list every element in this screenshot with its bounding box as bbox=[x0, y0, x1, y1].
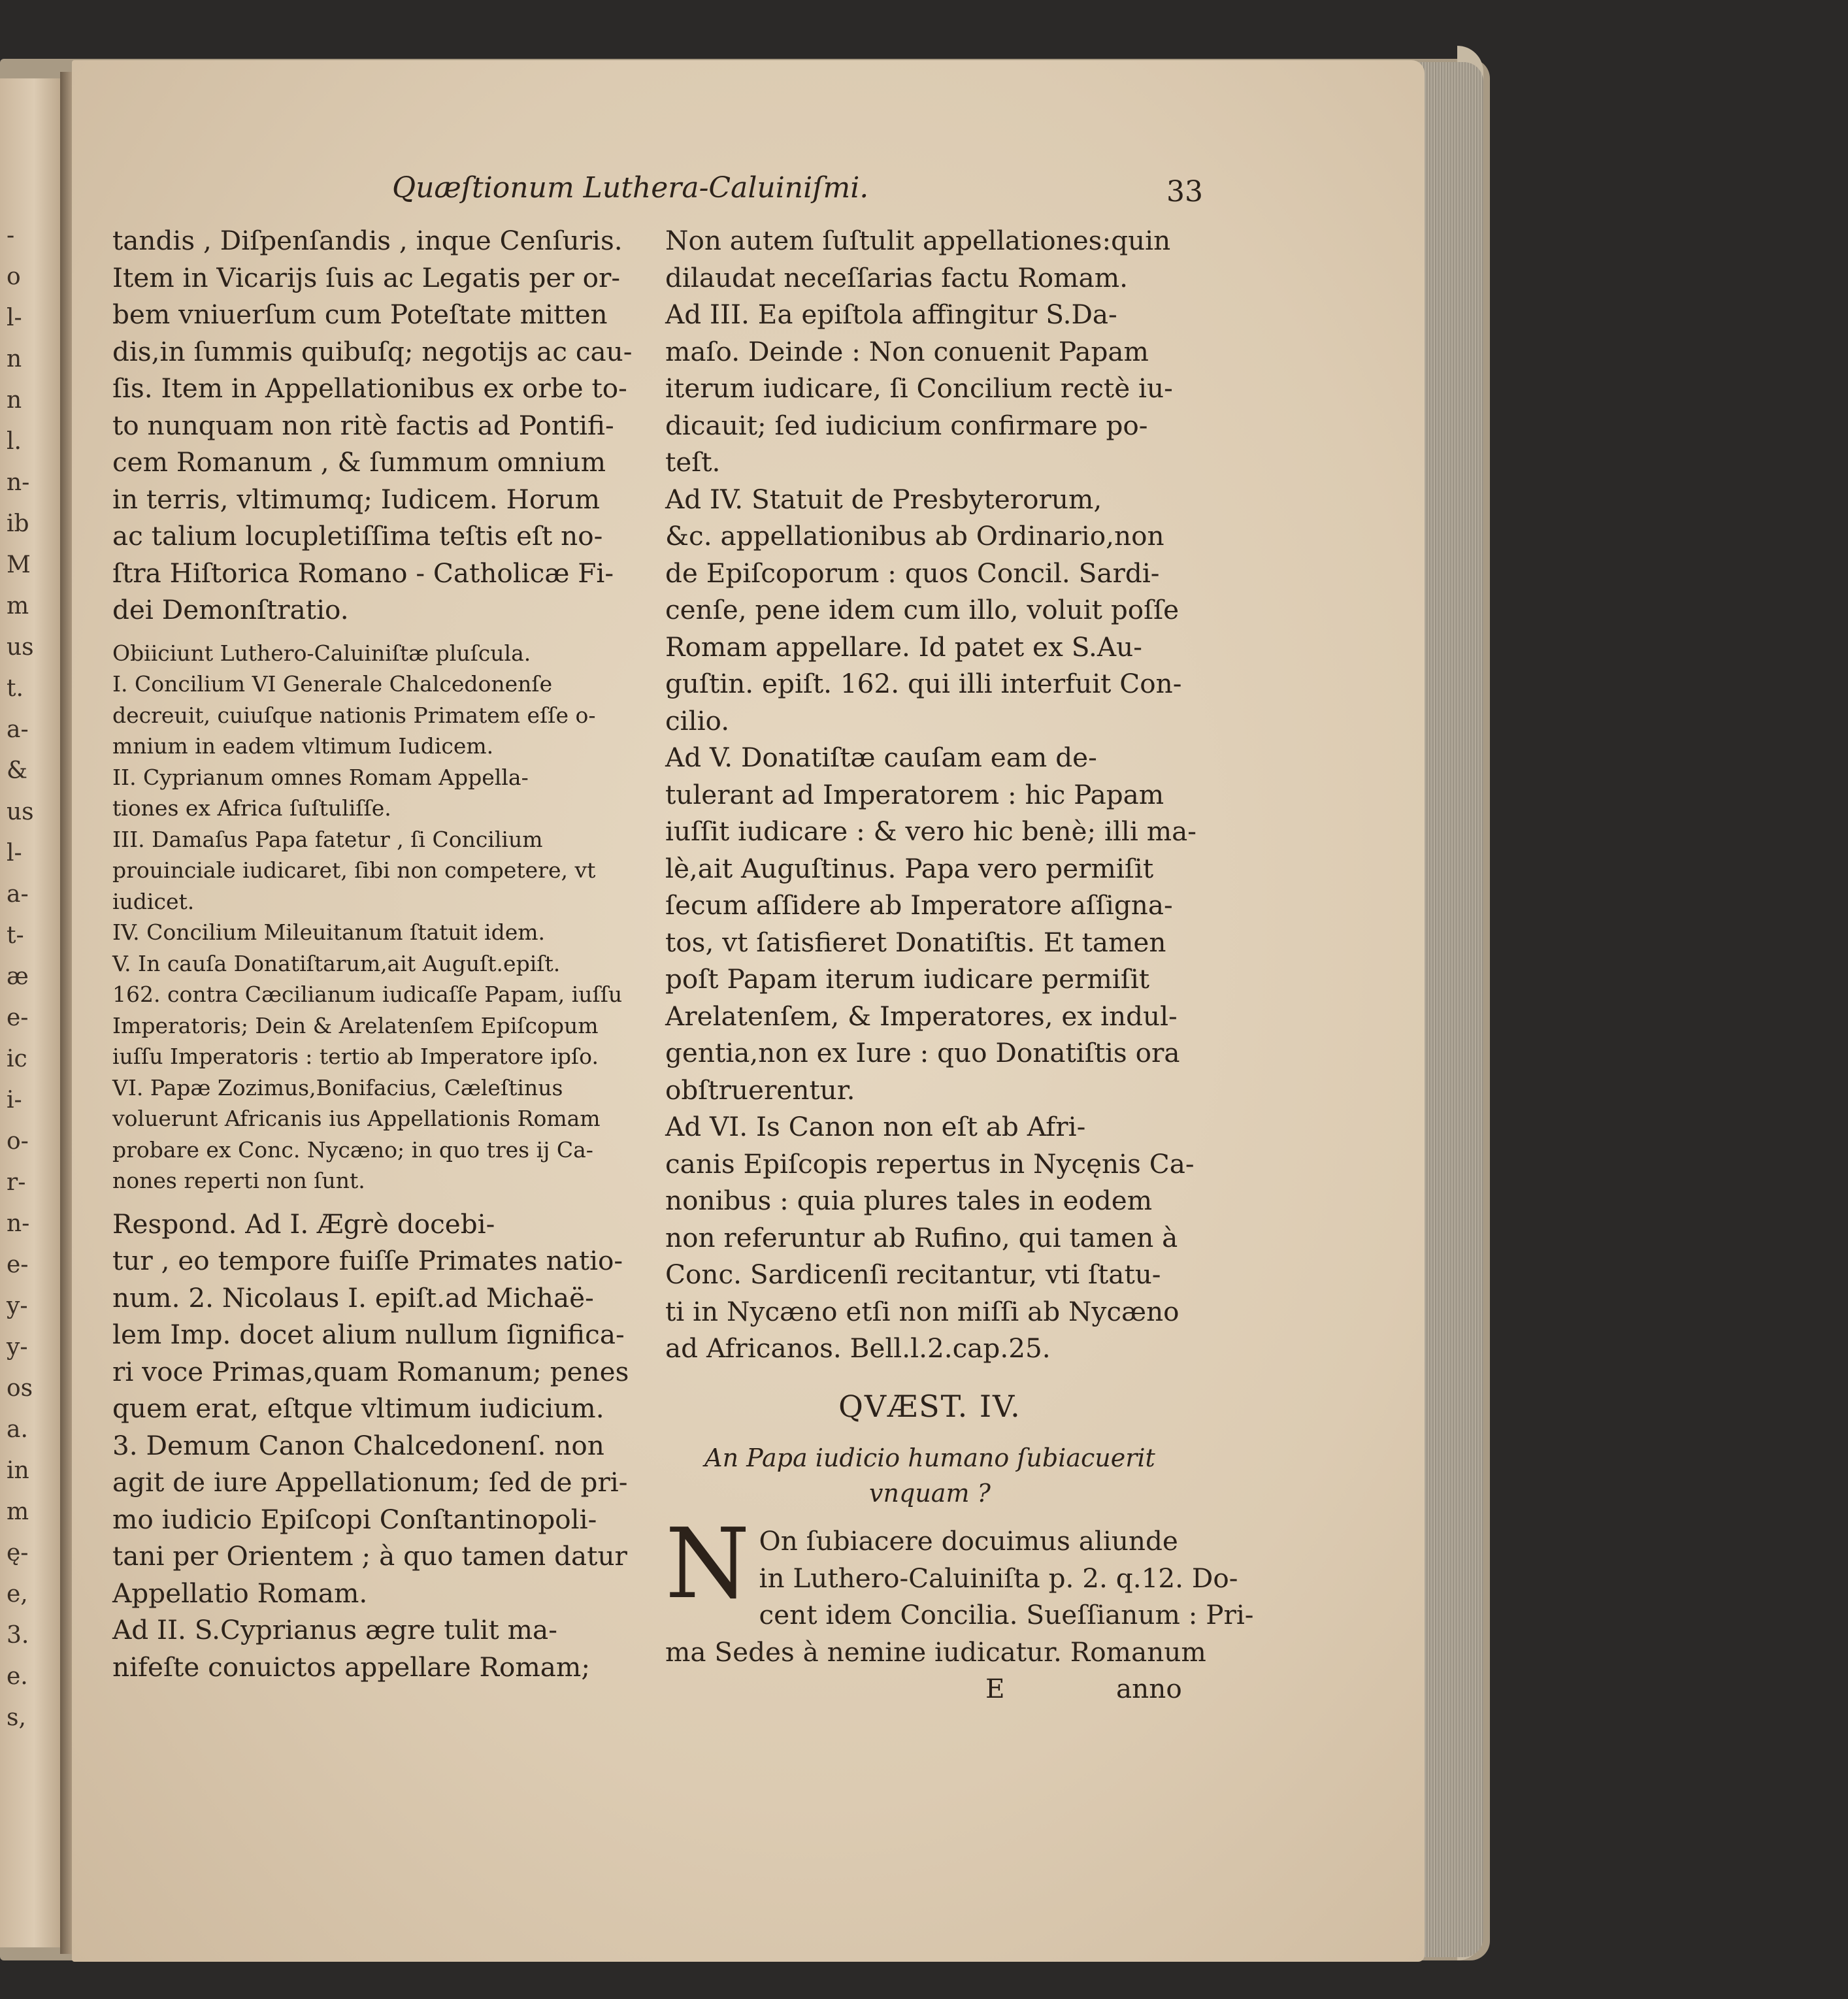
text-line: Appellatio Romam. bbox=[112, 1577, 368, 1609]
responses-text bbox=[665, 222, 1195, 1367]
left-page-fragment: a- bbox=[7, 881, 29, 908]
text-line: in Luthero-Caluiniſta p. 2. q.12. Do- bbox=[759, 1562, 1238, 1594]
quaestio-subheading-line2: vnquam ? bbox=[869, 1479, 991, 1508]
objection-line: V. In cauſa Donatiſtarum,ait Auguſt.epiſt. bbox=[112, 950, 561, 976]
text-line: Arelatenſem, & Imperatores, ex indul- bbox=[665, 1000, 1178, 1032]
running-head: Quæſtionum Luthera-Caluiniſmi. bbox=[392, 171, 869, 205]
catchword: anno bbox=[1116, 1673, 1182, 1704]
quaestio-subheading bbox=[665, 1440, 1195, 1511]
objection-line: Obiiciunt Luthero-Caluiniſtæ pluſcula. bbox=[112, 640, 531, 666]
text-line: cent idem Concilia. Sueſſianum : Pri- bbox=[759, 1599, 1254, 1630]
text-line: mo iudicio Epiſcopi Conſtantinopoli- bbox=[112, 1503, 597, 1535]
text-line: tandis , Diſpenſandis , inque Cenſuris. bbox=[112, 225, 623, 256]
text-line: obſtruerentur. bbox=[665, 1074, 855, 1106]
text-line: ſecum aſſidere ab Imperatore aſſigna- bbox=[665, 889, 1173, 921]
text-line: Ad II. S.Cyprianus ægre tulit ma- bbox=[112, 1614, 557, 1645]
objection-line: 162. contra Cæcilianum iudicaſſe Papam, iuſſu bbox=[112, 982, 623, 1007]
objection-line: III. Damaſus Papa fatetur , ſi Concilium bbox=[112, 826, 543, 852]
text-line: gentia,non ex Iure : quo Donatiſtis ora bbox=[665, 1037, 1180, 1068]
left-page-fragment: a. bbox=[7, 1416, 28, 1443]
left-page-fragment: us bbox=[7, 799, 34, 825]
text-line: num. 2. Nicolaus I. epiſt.ad Michaë- bbox=[112, 1281, 594, 1313]
objection-line: iuſſu Imperatoris : tertio ab Imperatore ipſo. bbox=[112, 1044, 599, 1069]
left-page-fragment: o bbox=[7, 263, 21, 290]
text-line: 3. Demum Canon Chalcedonenſ. non bbox=[112, 1429, 604, 1461]
text-line: in terris, vltimumq; Iudicem. Horum bbox=[112, 483, 601, 515]
text-line: Ad IV. Statuit de Presbyterorum, bbox=[665, 483, 1102, 515]
paragraph-ad-ii bbox=[112, 1611, 616, 1685]
objection-line: voluerunt Africanis ius Appellationis Romam bbox=[112, 1106, 601, 1131]
left-page-fragment: ic bbox=[7, 1046, 27, 1072]
text-line: Ad VI. Is Canon non eſt ab Afri- bbox=[665, 1111, 1086, 1142]
text-line: ac talium locupletiſſima teſtis eſt no- bbox=[112, 520, 603, 552]
text-line: tani per Orientem ; à quo tamen datur bbox=[112, 1540, 627, 1572]
objection-line: Imperatoris; Dein & Arelatenſem Epiſcopum bbox=[112, 1012, 599, 1038]
left-page-fragment: l- bbox=[7, 840, 22, 867]
left-page-fragment: a- bbox=[7, 716, 29, 743]
text-line: quem erat, eſtque vltimum iudicium. bbox=[112, 1393, 604, 1424]
text-line: tos, vt ſatisfieret Donatiſtis. Et tamen bbox=[665, 926, 1166, 958]
objection-line: IV. Concilium Mileuitanum ſtatuit idem. bbox=[112, 919, 546, 945]
text-line: maſo. Deinde : Non conuenit Papam bbox=[665, 335, 1149, 367]
objection-line: I. Concilium VI Generale Chalcedonenſe bbox=[112, 671, 553, 697]
left-page-fragment: e- bbox=[7, 1251, 29, 1278]
text-line: agit de iure Appellationum; ſed de pri- bbox=[112, 1466, 628, 1498]
left-column bbox=[112, 222, 633, 1685]
left-page-fragment: t- bbox=[7, 922, 24, 949]
objection-line: prouinciale iudicaret, ſibi non competere, vt bbox=[112, 857, 596, 883]
text-line: Ad V. Donatiſtæ cauſam eam de- bbox=[665, 742, 1097, 773]
quaestio-body bbox=[665, 1508, 1254, 1670]
text-line: cem Romanum , & ſummum omnium bbox=[112, 446, 606, 478]
text-line: ſtra Hiſtorica Romano - Catholicæ Fi- bbox=[112, 557, 614, 589]
objection-line: VI. Papæ Zozimus,Bonifacius, Cæleſtinus bbox=[112, 1074, 563, 1100]
left-page-fragment: & bbox=[7, 757, 28, 784]
text-line: poſt Papam iterum iudicare permiſit bbox=[665, 963, 1150, 995]
text-line: dicauit; ſed iudicium confirmare po- bbox=[665, 409, 1148, 441]
left-page-fragment: m bbox=[7, 593, 29, 620]
left-page-fragment: i- bbox=[7, 1087, 22, 1114]
left-page-fragment: e, bbox=[7, 1581, 28, 1608]
right-column bbox=[665, 222, 1254, 1707]
left-page-fragment: n- bbox=[7, 469, 30, 496]
text-line: &c. appellationibus ab Ordinario,non bbox=[665, 520, 1164, 552]
left-page-fragment: n bbox=[7, 387, 22, 414]
text-line: iuſſit iudicare : & vero hic benè; illi ma- bbox=[665, 816, 1196, 847]
catchword-line bbox=[665, 1670, 1195, 1707]
left-page-edge bbox=[0, 78, 62, 1947]
objection-line: mnium in eadem vltimum Iudicem. bbox=[112, 733, 494, 759]
text-line: dis,in ſummis quibuſq; negotijs ac cau- bbox=[112, 335, 633, 367]
paragraph-intro bbox=[112, 222, 633, 629]
left-page-fragment: os bbox=[7, 1375, 33, 1402]
objection-line: iudicet. bbox=[112, 888, 195, 914]
text-line: nifeſte conuictos appellare Romam; bbox=[112, 1651, 590, 1683]
left-page-fragment: o- bbox=[7, 1128, 29, 1155]
text-line: non referuntur ab Rufino, qui tamen à bbox=[665, 1221, 1178, 1253]
text-line: Ad III. Ea epiſtola affingitur S.Da- bbox=[665, 299, 1117, 330]
objection-line: probare ex Conc. Nycæno; in quo tres ij Ca- bbox=[112, 1136, 593, 1163]
objection-line: II. Cyprianum omnes Romam Appella- bbox=[112, 764, 529, 790]
text-line: ad Africanos. Bell.l.2.cap.25. bbox=[665, 1332, 1051, 1364]
left-page-fragment: 3. bbox=[7, 1622, 29, 1649]
left-page-fragment: æ bbox=[7, 963, 29, 990]
text-line: Conc. Sardicenſi recitantur, vti ſtatu- bbox=[665, 1259, 1161, 1290]
objection-line: tiones ex Africa ſuſtuliſſe. bbox=[112, 795, 391, 821]
objections-list bbox=[112, 638, 623, 1197]
text-line: nonibus : quia plures tales in eodem bbox=[665, 1185, 1153, 1216]
left-page-fragment: ib bbox=[7, 510, 29, 537]
text-line: cenſe, pene idem cum illo, voluit poſſe bbox=[665, 594, 1180, 625]
text-line: Romam appellare. Id patet ex S.Au- bbox=[665, 631, 1142, 663]
left-page-fragment: e- bbox=[7, 1004, 29, 1031]
text-line: iterum iudicare, ſi Concilium rectè iu- bbox=[665, 372, 1173, 404]
text-line: tur , eo tempore fuiſſe Primates natio- bbox=[112, 1245, 623, 1276]
text-line: bem vniuerſum cum Poteſtate mitten bbox=[112, 299, 608, 330]
text-line: ſis. Item in Appellationibus ex orbe to- bbox=[112, 372, 627, 404]
text-line: to nunquam non ritè factis ad Pontifi- bbox=[112, 409, 614, 441]
paragraph-response bbox=[112, 1206, 629, 1612]
text-line: dei Demonſtratio. bbox=[112, 594, 349, 625]
signature-mark: E bbox=[985, 1673, 1005, 1704]
left-page-fragment: M bbox=[7, 552, 31, 578]
drop-cap: N bbox=[665, 1508, 750, 1620]
quaestio-subheading-line1: An Papa iudicio humano ſubiacuerit bbox=[704, 1444, 1155, 1472]
left-page-fragment: in bbox=[7, 1457, 29, 1484]
text-line: ti in Nycæno etſi non miſſi ab Nycæno bbox=[665, 1295, 1180, 1327]
text-line: tulerant ad Imperatorem : hic Papam bbox=[665, 778, 1164, 810]
text-line: cilio. bbox=[665, 704, 730, 736]
left-page-fragment: n bbox=[7, 346, 22, 372]
left-page-fragment: - bbox=[7, 222, 15, 249]
left-page-fragment: y- bbox=[7, 1334, 28, 1361]
text-line: ri voce Primas,quam Romanum; penes bbox=[112, 1355, 629, 1387]
text-line: teſt. bbox=[665, 446, 721, 478]
left-page-fragment: l- bbox=[7, 305, 22, 331]
text-line: ma Sedes à nemine iudicatur. Romanum bbox=[665, 1636, 1206, 1668]
left-page-fragment: s, bbox=[7, 1704, 26, 1731]
left-page-fragment: us bbox=[7, 634, 34, 661]
text-line: canis Epiſcopis repertus in Nycęnis Ca- bbox=[665, 1148, 1195, 1180]
text-line: dilaudat neceſſarias factu Romam. bbox=[665, 261, 1128, 293]
left-page-fragment: y- bbox=[7, 1293, 28, 1319]
text-line: Respond. Ad I. Ægrè docebi- bbox=[112, 1208, 495, 1240]
text-line: Non autem ſuſtulit appellationes:quin bbox=[665, 225, 1171, 256]
objection-line: decreuit, cuiuſque nationis Primatem eſſe o- bbox=[112, 702, 596, 728]
left-page-fragment: r- bbox=[7, 1169, 26, 1196]
text-line: Item in Vicarijs ſuis ac Legatis per or- bbox=[112, 261, 621, 293]
left-page-fragment: l. bbox=[7, 428, 22, 455]
left-page-fragment: ę- bbox=[7, 1540, 29, 1566]
text-line: On ſubiacere docuimus aliunde bbox=[759, 1525, 1178, 1557]
left-page-fragment: e. bbox=[7, 1663, 28, 1690]
left-page-fragment: t. bbox=[7, 675, 24, 702]
quaestio-heading: QVÆST. IV. bbox=[838, 1388, 1021, 1424]
text-line: guſtin. epiſt. 162. qui illi interfuit Con- bbox=[665, 668, 1182, 699]
text-line: de Epiſcoporum : quos Concil. Sardi- bbox=[665, 557, 1160, 589]
left-page-fragment: m bbox=[7, 1498, 29, 1525]
left-page-fragment: n- bbox=[7, 1210, 30, 1237]
text-line: lem Imp. docet alium nullum ſignifica- bbox=[112, 1319, 625, 1350]
text-line: lè,ait Auguſtinus. Papa vero permiſit bbox=[665, 852, 1154, 884]
objection-line: nones reperti non ſunt. bbox=[112, 1168, 365, 1193]
page-number: 33 bbox=[1166, 175, 1203, 208]
